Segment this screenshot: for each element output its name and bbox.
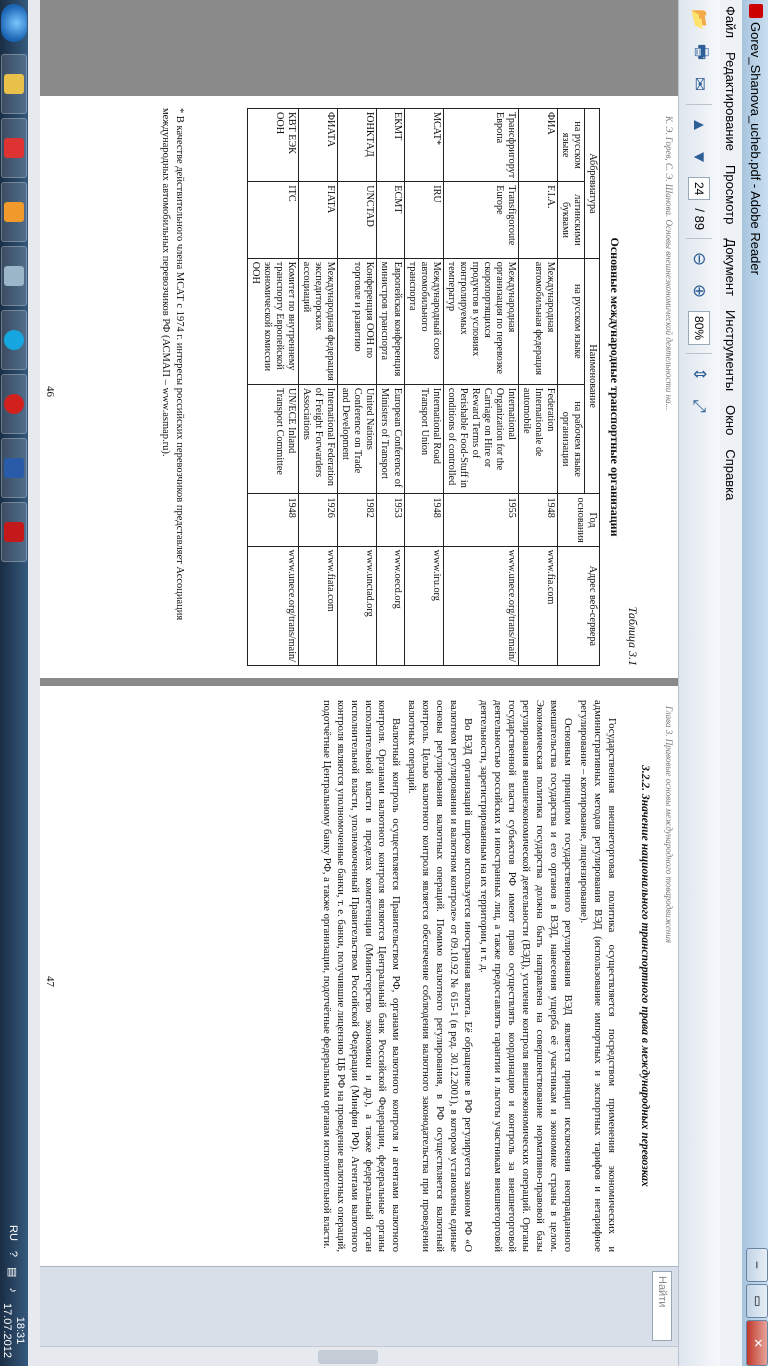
title-bar [742,0,768,1366]
paragraph: Валютный контроль осуществляется Правительством РФ, органами валютного контроля и агентами валютного контроля. Органами валютного контроля являются Центральный банк Российской Федерации, федеральные органы исполнительной власти в пределах компетенции (Министерство экономики и др.), а также федеральный орган исполнительной власти, уполномоченный Правительством Российской Федерации (Минфин РФ). Агентами валютного контроля являются уполномоченные банки, т. е. банки, получившие лицензию ЦБ РФ на проведение валютных операций, подотчётные Центральному банку РФ, а также организации, подотчётные федеральным органам исполнительной власти. [320,700,402,1252]
cell-name-work: Federation Internationale de automobile [518,384,557,494]
cell-name-ru: Международная организация по перевозке скоропортящихся продуктов в условиях контролируемых температур [443,258,518,384]
table-row [338,109,377,666]
cell-lat: F.I.A. [518,182,557,259]
taskbar-app[interactable] [1,182,27,242]
cell-name-ru: Конференция ООН по торговле и развитию [338,258,377,384]
menu-view[interactable]: Просмотр [723,165,739,225]
close-button[interactable]: ✕ [746,1320,768,1366]
next-page-icon[interactable]: ▼ [690,148,710,166]
table-row [299,109,338,666]
running-head: К. Э. Горев, С. Э. Шанова. Основы внешнеэкономической деятельности на... [664,116,674,411]
header-name-ru: на русском языке [557,258,584,384]
taskbar-explorer[interactable] [1,54,27,114]
header-name-work: на рабочем языке организации [557,384,584,494]
table-row [518,109,557,666]
start-button[interactable] [1,4,27,42]
menu-document[interactable]: Документ [723,238,739,297]
page-total: / 89 [692,208,707,231]
table-row [443,109,518,666]
zoom-in-icon[interactable]: ⊕ [690,283,710,299]
minimize-button[interactable]: – [746,1248,768,1282]
cell-year: 1948 [518,494,557,546]
menu-bar [720,0,742,1366]
cell-ru: МСАТ* [404,109,443,182]
header-lat: латинскими буквами [557,182,584,259]
cell-year: 1953 [377,494,404,546]
search-input[interactable]: Найти [652,1271,672,1341]
cell-lat: ITC [248,182,299,259]
paragraph: Во ВЭД организаций широко используется иностранная валюта. Её обращение в РФ регулируется законом РФ «О валютном регулировании и валютном контроле» от 09.10.92 № 615-1 (в ред. 30.12.2001), в котором установлены единые основы регулирования валютных операций. Помимо валютного регулирования, в РФ осуществляется валютный контроль. Целью валютного контроля является обеспечение соблюдения валютного законодательства при проведении валютных операций. [406,700,474,1252]
taskbar [0,0,28,1366]
cell-ru: ЕКМТ [377,109,404,182]
page-46 [40,96,678,678]
cell-site: www.unctad.org [338,546,377,665]
scroll-thumb[interactable] [318,1350,378,1364]
adobe-reader-icon [749,4,763,18]
separator [687,104,713,105]
cell-lat: ECMT [377,182,404,259]
share-icon[interactable]: ✉ [690,76,710,92]
cell-name-work: International Road Transport Union [404,384,443,494]
organizations-table [247,108,600,666]
cell-site: www.unece.org/trans/main/ [248,546,299,665]
taskbar-skype[interactable] [1,310,27,370]
toolbar [678,0,720,1366]
previous-page-icon[interactable]: ▲ [690,116,710,134]
fullscreen-icon[interactable]: ⤢ [690,399,710,413]
header-ru: на русском языке [557,109,584,182]
header-site: Адрес веб-сервера [557,546,599,665]
cell-ru: ЮНКТАД [338,109,377,182]
cell-name-work: European Conference of Ministers of Transport [377,384,404,494]
maximize-button[interactable]: ▭ [746,1284,768,1318]
volume-icon[interactable]: ♪ [6,1287,19,1293]
body-text [317,700,618,1252]
page-number: 46 [44,386,56,397]
taskbar-adobe-reader[interactable] [1,502,27,562]
horizontal-scrollbar[interactable] [28,0,40,1366]
taskbar-word[interactable] [1,438,27,498]
taskbar-app[interactable] [1,118,27,178]
print-icon[interactable]: 🖶 [692,43,711,61]
header-abbr: Аббревиатура [584,109,599,259]
cell-year: 1926 [299,494,338,546]
header-year: Год основания [557,494,599,546]
cell-lat: FIATA [299,182,338,259]
running-head: Глава 3. Правовые основы международного товародвижения [664,706,674,944]
cell-name-ru: Международный союз автомобильного транспорта [404,258,443,384]
cell-name-ru: Комитет по внутреннему транспорту Европейской экономической комиссии ООН [248,258,299,384]
page-number-input[interactable]: 24 [689,177,711,200]
cell-ru: КВТ ЕЭК ООН [248,109,299,182]
paragraph: Государственная внешнеторговая политика осуществляется посредством применения экономических и административных методов регулирования ВЭД (использование импортных и экспортных тарифов и нетарифное регулирование – квотирование, лицензирование). [578,700,617,1252]
cell-year: 1948 [404,494,443,546]
cell-name-ru: Международная федерация экспедиторских ассоциаций [299,258,338,384]
footnote: * В качестве действительного члена МСАТ с 1974 г. интересы российских перевозчиков представляет Ассоциация международных автомобильных перевозчиков РФ (АСМАП – www.asmap.ru). [159,108,185,621]
cell-year: 1955 [443,494,518,546]
cell-site: www.unece.org/trans/main/ [443,546,518,665]
separator [687,238,713,239]
cell-name-ru: Международная автомобильная федерация [518,258,557,384]
menu-tools[interactable]: Инструменты [723,310,739,392]
network-icon[interactable]: ▤ [6,1267,19,1278]
document-area [40,0,678,1346]
cell-site: www.fiata.com [299,546,338,665]
system-tray [0,1225,26,1358]
page-number: 47 [44,976,56,987]
cell-name-work: International Organization for the Carriage on Hire or Reward Terms of Perishable Food-Stuff in conditions of controlled [443,384,518,494]
cell-name-work: United Nations Conference on Trade and Development [338,384,377,494]
zoom-select[interactable]: 80% [689,311,711,345]
cell-site: www.oecd.org [377,546,404,665]
menu-file[interactable]: Файл [723,6,739,38]
cell-year: 1982 [338,494,377,546]
menu-window[interactable]: Окно [723,405,739,436]
header-name: Наименование [584,258,599,494]
cell-lat: IRU [404,182,443,259]
cell-ru: Трансфригорут Европа [443,109,518,182]
table-row [404,109,443,666]
cell-site: www.fia.com [518,546,557,665]
menu-edit[interactable]: Редактирование [723,51,739,151]
help-icon[interactable]: ? [6,1250,19,1258]
clock[interactable] [0,1303,26,1358]
fit-page-icon[interactable]: ⇕ [690,366,710,382]
table-row [377,109,404,666]
cell-name-ru: Европейская конференция министров транспорта [377,258,404,384]
vertical-scrollbar[interactable] [40,1346,678,1366]
cell-year: 1948 [248,494,299,546]
menu-help[interactable]: Справка [723,449,739,501]
taskbar-opera[interactable] [1,374,27,434]
cell-lat: UNCTAD [338,182,377,259]
clock-time: 18:31 [14,1316,26,1345]
table-title: Основные международные транспортные организации [608,237,622,537]
table-caption: Таблица 3.1 [626,606,640,666]
separator [687,353,713,354]
cell-lat: Transfigoroute Europe [443,182,518,259]
zoom-out-icon[interactable]: ⊖ [690,251,710,267]
window-title: Gorev_Shanova_ucheb.pdf - Adobe Reader [748,22,763,275]
table-row [248,109,299,666]
cell-ru: ФИАТА [299,109,338,182]
taskbar-app[interactable] [1,246,27,306]
clock-date: 17.07.2012 [0,1302,13,1358]
search-panel [40,1266,678,1347]
paragraph: Основным принципом государственного регулирования ВЭД является принцип исключения неоправданного вмешательства государства и его органов в ВЭД, нанесения ущерба её участникам и экономике страны в целом. Экономическая политика государства должна быть направлена на совершенствование нормативно-правовой базы регулирования внешнеэкономической деятельности (ВЭД), усиление контроля внешнеэкономических операций. Органы государственной власти субъектов РФ имеют право осуществлять координацию и контроль за внешнеторговой деятельностью российских и иностранных лиц, а также предоставлять гарантии и льготы участникам внешнеторговой деятельности, зарегистрированным на их территории, и т. д. [478,700,574,1252]
section-title: 3.2.2. Значение национального транспортного права в международных перевозках [639,765,651,1187]
cell-site: www.iru.org [404,546,443,665]
cell-name-work: UN/ECE Inland Transport Committee [248,384,299,494]
cell-ru: ФИА [518,109,557,182]
cell-name-work: International Federation of Freight Forwarders Associations [299,384,338,494]
open-folder-icon[interactable]: 📂 [690,9,710,31]
page-47 [40,686,678,1266]
language-indicator[interactable]: RU [6,1225,19,1241]
